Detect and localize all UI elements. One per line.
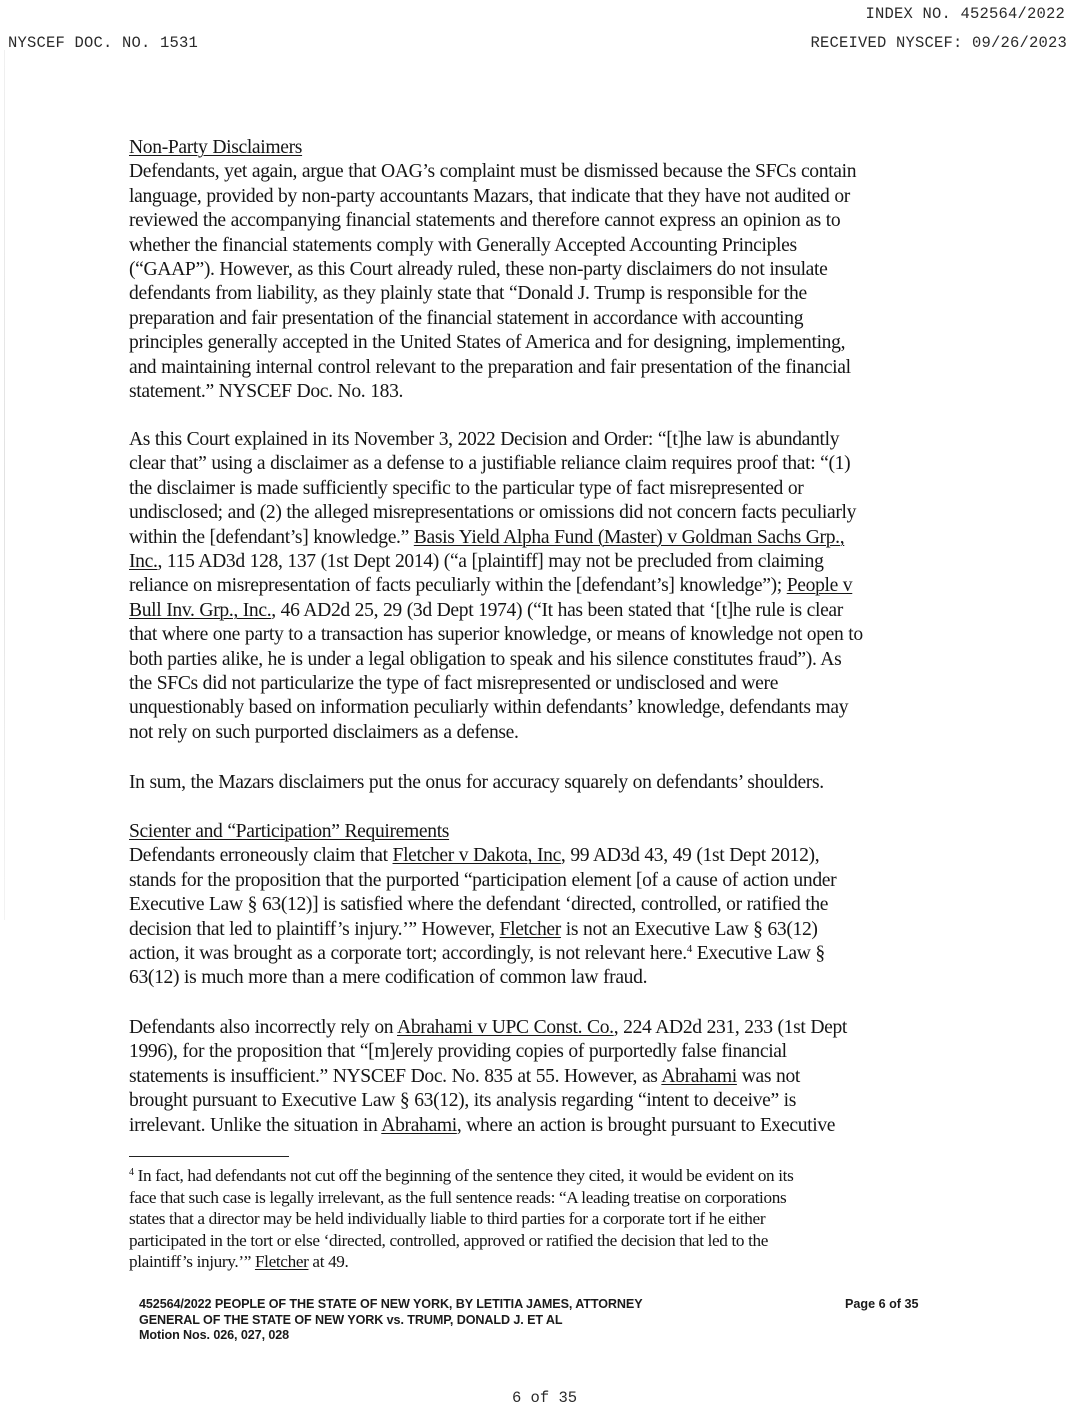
caption-page-number: Page 6 of 35 (845, 1297, 919, 1311)
scan-edge-line (4, 50, 5, 920)
paragraph-summary: In sum, the Mazars disclaimers put the onus for accuracy squarely on defendants’ shoulders. (129, 772, 824, 793)
case-citation: Abrahami (661, 1065, 737, 1087)
footnote-4: $^4$ In fact, had defendants not cut off the beginning of the sentence they cited, it would be evident on its face that such case is legally irrelevant, as the full sentence reads: “A leading treatise on corporations states that a director may be held individually liable to third parties for a corporate tort if he either participated in the tort or else ‘directed, controlled, approved or ratified the decision that led to the plaintiff’s injury.’” Fletcher at 49. (129, 1166, 794, 1272)
section-heading: Scienter and “Participation” Requirements (129, 821, 450, 842)
case-citation: Basis Yield Alpha Fund (Master) v Goldman Sachs Grp., (413, 526, 845, 548)
nyscef-doc-number: NYSCEF DOC. NO. 1531 (8, 34, 199, 52)
case-citation: Abrahami v UPC Const. Co. (397, 1017, 614, 1038)
case-citation: Fletcher (499, 918, 561, 940)
received-date: RECEIVED NYSCEF: 09/26/2023 (810, 34, 1067, 52)
section-non-party-disclaimers (129, 136, 959, 404)
footnote-divider (129, 1156, 289, 1157)
paragraph-disclaimer-law: As this Court explained in its November 3, 2022 Decision and Order: “[t]he law is abundantly clear that” using a disclaimer as a defense to a justifiable reliance claim requires proof that: “(1) the disclaimer is made sufficiently specific to the particular type of fact misrepresented or undisclosed; and (2) the alleged misrepresentations or omissions did not concern facts peculiarly within the [defendant’s] knowledge.” Basis Yield Alpha Fund (Master) v Goldman Sachs Grp., Inc., 115 AD3d 128, 137 (1st Dept 2014) (“a [plaintiff] may not be precluded from claiming reliance on misrepresentation of facts peculiarly within the [defendant’s] knowledge”); People v Bull Inv. Grp., Inc., 46 AD2d 25, 29 (3d Dept 1974) (“It has been stated that ‘[t]he rule is clear that where one party to a transaction has superior knowledge, or means of knowledge not open to both parties alike, he is under a legal obligation to speak and his silence constitutes fraud”). As the SFCs did not particularize the type of fact misrepresented or undisclosed and were unquestionably based on information peculiarly within defendants’ knowledge, defendants may not rely on such purported disclaimers as a defense. (129, 429, 863, 743)
case-citation: People v (786, 575, 853, 597)
paragraph-abrahami: Defendants also incorrectly rely on Abrahami v UPC Const. Co., 224 AD2d 231, 233 (1st Dept 1996), for the proposition that “[m]erely providing copies of purportedly false financial statements is insufficient.” NYSCEF Doc. No. 835 at 55. However, as Abrahami was not brought pursuant to Executive Law § 63(12), its analysis regarding “intent to deceive” is irrelevant. Unlike the situation in Abrahami, where an action is brought pursuant to Executive (129, 1017, 848, 1136)
paragraph: Defendants, yet again, argue that OAG’s complaint must be dismissed because the SFCs contain language, provided by non-party accountants Mazars, that indicate that they have not audited or reviewed the accompanying financial statements and therefore cannot express an opinion as to whether the financial statements comply with Generally Accepted Accounting Principles (“GAAP”). However, as this Court already ruled, these non-party disclaimers do not insulate defendants from liability, as they plainly state that “Donald J. Trump is responsible for the preparation and fair presentation of the financial statement in accordance with accounting principles generally accepted in the United States of America and for designing, implementing, and maintaining internal control relevant to the preparation and fair presentation of the financial statement.” NYSCEF Doc. No. 183. (129, 161, 857, 403)
page-footer-count: 6 of 35 (511, 1389, 578, 1407)
section-scienter-participation (129, 820, 959, 991)
section-heading: Non-Party Disclaimers (129, 137, 303, 158)
paragraph: Defendants erroneously claim that Fletcher v Dakota, Inc, 99 AD3d 43, 49 (1st Dept 2012), stands for the proposition that the purported “participation element [of a cause of action under Executive Law § 63(12)] is satisfied where the defendant ‘directed, controlled, or ratified the decision that led to plaintiff’s injury.’” However, Fletcher is not an Executive Law § 63(12) action, it was brought as a corporate tort; accordingly, is not relevant here.$^4$ Executive Law § 63(12) is much more than a mere codification of common law fraud. (129, 845, 837, 989)
index-number: INDEX NO. 452564/2022 (865, 5, 1065, 23)
footnote-reference[interactable]: 4 (686, 943, 692, 956)
case-citation: Inc. (129, 551, 158, 573)
case-citation: Abrahami (381, 1114, 457, 1136)
case-citation: Fletcher (254, 1252, 309, 1272)
case-citation: Fletcher v Dakota, Inc (392, 845, 561, 867)
footnote-number: 4 (129, 1167, 134, 1178)
case-caption: 452564/2022 PEOPLE OF THE STATE OF NEW YORK, BY LETITIA JAMES, ATTORNEY GENERAL OF THE STATE OF NEW YORK vs. TRUMP, DONALD J. ET AL Motion Nos. 026, 027, 028 (139, 1297, 643, 1343)
case-citation: Bull Inv. Grp., Inc. (129, 599, 272, 621)
